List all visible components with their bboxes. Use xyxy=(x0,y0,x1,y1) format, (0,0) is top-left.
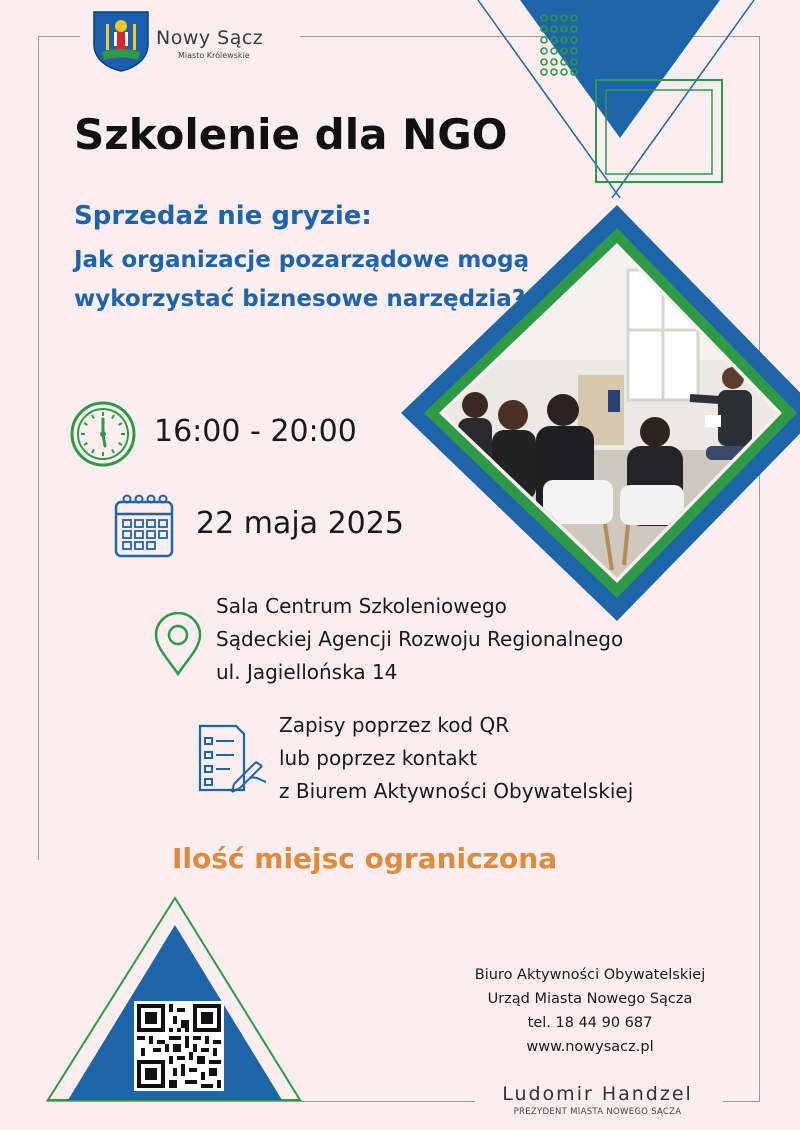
venue-line: Sądeckiej Agencji Rozwoju Regionalnego xyxy=(216,627,624,651)
qr-code-pattern xyxy=(137,1004,221,1088)
city-tagline: Miasto Królewskie xyxy=(178,51,250,60)
event-subtitle-question: Jak organizacje pozarządowe mogą wykorzystać biznesowe narzędzia? xyxy=(74,247,530,312)
event-title: Szkolenie dla NGO xyxy=(74,110,508,159)
signup-info xyxy=(279,709,633,808)
contact-block xyxy=(440,963,740,1059)
signup-line: z Biurem Aktywności Obywatelskiej xyxy=(279,779,634,803)
calendar-icon xyxy=(113,494,175,562)
event-time: 16:00 - 20:00 xyxy=(154,414,357,449)
qr-code[interactable] xyxy=(134,1001,224,1091)
signature-role: PREZYDENT MIASTA NOWEGO SĄCZA xyxy=(513,1107,682,1117)
clock-icon xyxy=(70,401,136,467)
contact-office: Biuro Aktywności Obywatelskiej xyxy=(474,967,706,983)
venue-line: ul. Jagiellońska 14 xyxy=(216,660,398,684)
form-signup-icon xyxy=(194,722,270,794)
signature-name: Ludomir Handzel xyxy=(502,1083,693,1105)
blue-triangle-top xyxy=(520,0,720,138)
location-pin-icon xyxy=(153,612,203,676)
city-name: Nowy Sącz xyxy=(156,27,264,49)
event-subtitle-lead: Sprzedaż nie gryzie: xyxy=(74,201,372,231)
venue-line: Sala Centrum Szkoleniowego xyxy=(216,594,507,618)
venue-address xyxy=(216,590,623,689)
limited-seats-notice: Ilość miejsc ograniczona xyxy=(172,842,558,875)
contact-website[interactable]: www.nowysacz.pl xyxy=(526,1039,654,1055)
contact-phone[interactable]: tel. 18 44 90 687 xyxy=(527,1015,653,1031)
coat-of-arms-logo xyxy=(92,10,150,72)
event-date: 22 maja 2025 xyxy=(196,506,404,541)
contact-institution: Urząd Miasta Nowego Sącza xyxy=(487,991,693,1007)
signup-line: lub poprzez kontakt xyxy=(279,746,478,770)
signup-line: Zapisy poprzez kod QR xyxy=(279,713,510,737)
